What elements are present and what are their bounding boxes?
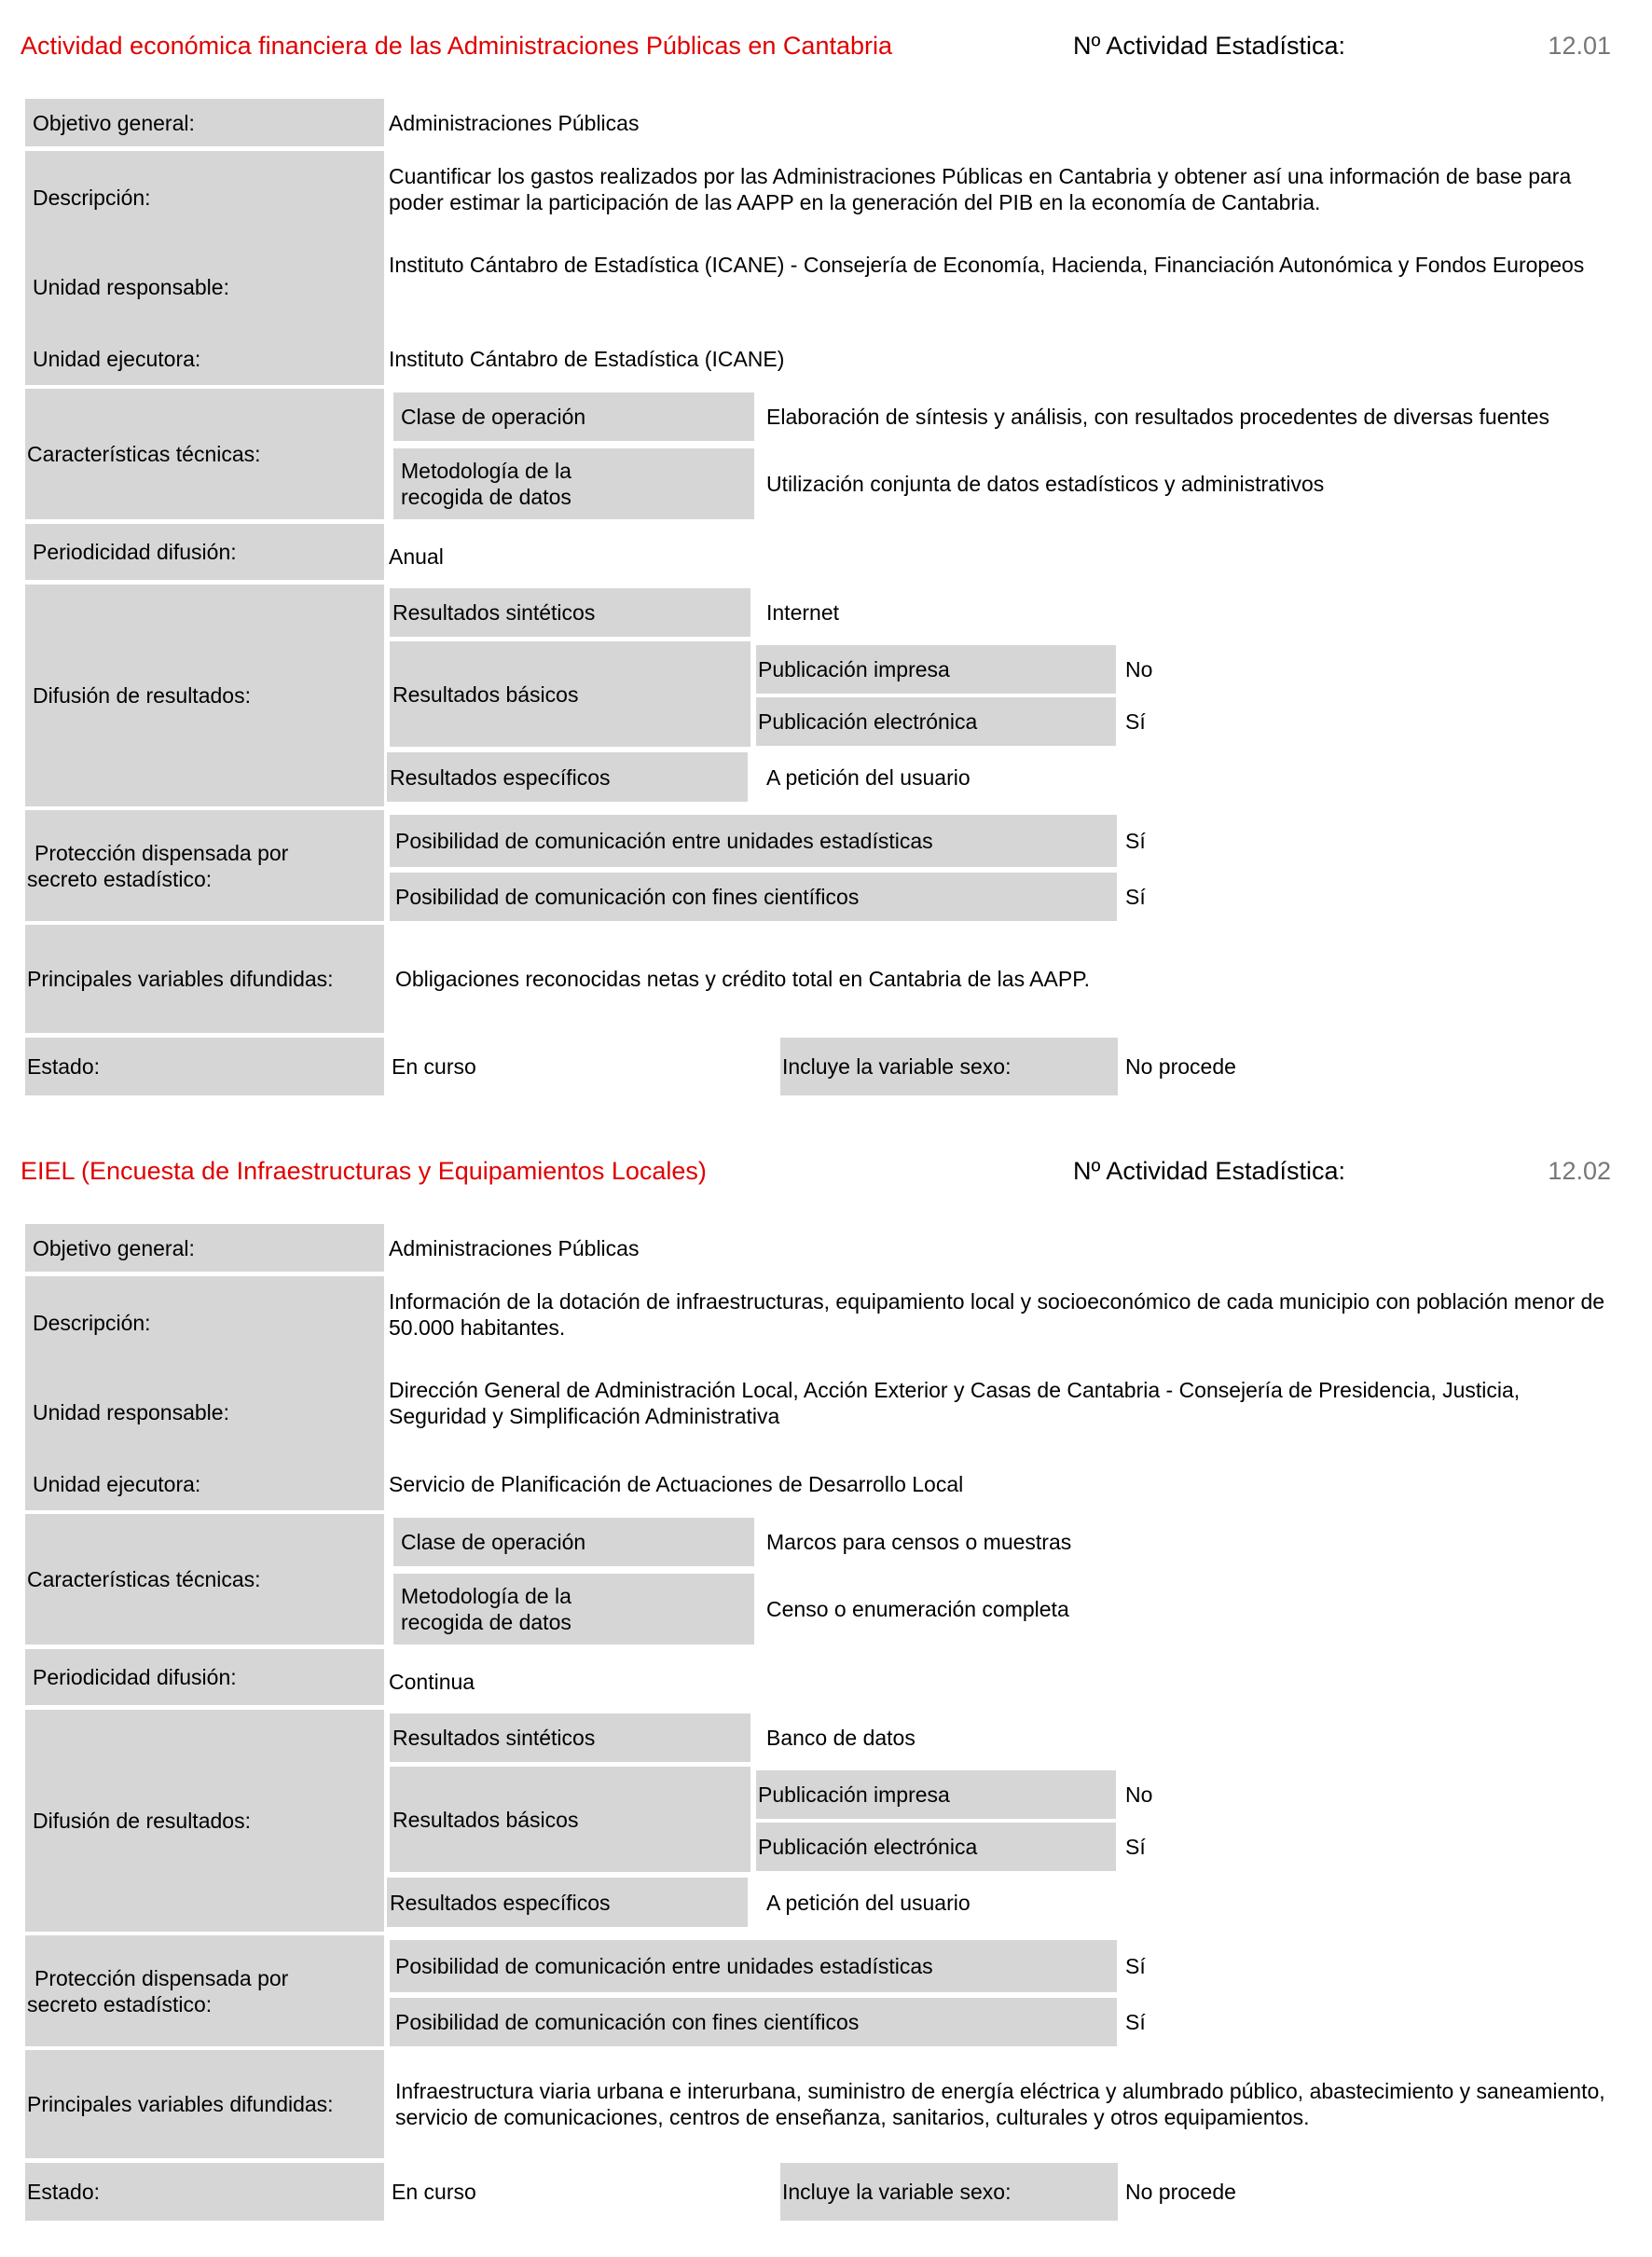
descripcion-value: Información de la dotación de infraestructuras, equipamiento local y socioeconómico de cada municipio con población menor de 50.000 habitantes.: [389, 1289, 1605, 1340]
estado-value: En curso: [392, 1054, 476, 1079]
proteccion-label: [25, 810, 384, 921]
pub-electronica-value: Sí: [1125, 709, 1146, 734]
pub-impresa-value: No: [1125, 1782, 1153, 1807]
proteccion-label-line1: Protección dispensada por: [34, 1965, 289, 1990]
periodicidad-value: Anual: [389, 544, 444, 569]
unidad-responsable-value: Instituto Cántabro de Estadística (ICANE) - Consejería de Economía, Hacienda, Financiación Autonómica y Fondos Europeos: [389, 253, 1585, 277]
clase-operacion-value: Elaboración de síntesis y análisis, con resultados procedentes de diversas fuentes: [766, 405, 1549, 429]
com-cientificos-label: Posibilidad de comunicación con fines científicos: [390, 1998, 1117, 2046]
variable-sexo-value: No procede: [1125, 2180, 1236, 2204]
com-unidades-label: Posibilidad de comunicación entre unidades estadísticas: [390, 815, 1117, 867]
descripcion-value: Cuantificar los gastos realizados por las Administraciones Públicas en Cantabria y obtener así una información de base para poder estimar la participación de las AAPP en la generación del PIB en la economía de Cantabria.: [389, 164, 1572, 214]
estado-label: Estado:: [25, 2163, 384, 2221]
pub-impresa-value: No: [1125, 657, 1153, 681]
objetivo-value: Administraciones Públicas: [389, 1235, 640, 1260]
objetivo-label: Objetivo general:: [25, 99, 384, 146]
res-sinteticos-value: Banco de datos: [766, 1726, 915, 1750]
unidad-ejecutora-value: Instituto Cántabro de Estadística (ICANE): [389, 347, 785, 371]
metodologia-label-line1: Metodología de la: [401, 459, 571, 483]
metodologia-label-line1: Metodología de la: [401, 1584, 571, 1608]
pub-impresa-label: Publicación impresa: [756, 1770, 1116, 1819]
metodologia-value: Censo o enumeración completa: [766, 1597, 1069, 1621]
metodologia-label: [393, 1574, 754, 1645]
unidad-responsable-label: Unidad responsable:: [33, 1400, 229, 1424]
proteccion-label-line1: Protección dispensada por: [34, 840, 289, 865]
res-especificos-label: Resultados específicos: [387, 1878, 748, 1927]
unidad-ejecutora-value: Servicio de Planificación de Actuaciones de Desarrollo Local: [389, 1472, 964, 1496]
res-basicos-label: Resultados básicos: [390, 641, 750, 747]
res-sinteticos-label: Resultados sintéticos: [390, 588, 750, 637]
activity-number-label: Nº Actividad Estadística:: [1073, 1157, 1345, 1185]
com-unidades-value: Sí: [1125, 1954, 1146, 1978]
metodologia-label: [393, 448, 754, 519]
unidad-ejecutora-label: Unidad ejecutora:: [25, 333, 384, 385]
periodicidad-label: Periodicidad difusión:: [25, 524, 384, 580]
activity-title: EIEL (Encuesta de Infraestructuras y Equipamientos Locales): [21, 1157, 707, 1185]
activity-number: 12.01: [1548, 32, 1611, 60]
estado-label: Estado:: [25, 1038, 384, 1095]
variables-value: Infraestructura viaria urbana e interurbana, suministro de energía eléctrica y alumbrado público, abastecimiento y saneamiento, servicio de comunicaciones, centros de enseñanza, sanitarios, culturales y otros equipamientos.: [395, 2079, 1605, 2129]
com-cientificos-value: Sí: [1125, 2010, 1146, 2034]
difusion-label: Difusión de resultados:: [25, 585, 384, 806]
unidad-responsable-value: Dirección General de Administración Local, Acción Exterior y Casas de Cantabria - Consejería de Presidencia, Justicia, Seguridad y Simplificación Administrativa: [389, 1378, 1521, 1428]
difusion-label: Difusión de resultados:: [25, 1710, 384, 1932]
metodologia-value: Utilización conjunta de datos estadísticos y administrativos: [766, 472, 1325, 496]
activity-number-label: Nº Actividad Estadística:: [1073, 32, 1345, 60]
clase-operacion-label: Clase de operación: [393, 1518, 754, 1566]
pub-electronica-value: Sí: [1125, 1835, 1146, 1859]
descripcion-label: Descripción:: [33, 1311, 151, 1335]
proteccion-label: [25, 1935, 384, 2046]
variable-sexo-label: Incluye la variable sexo:: [780, 1038, 1118, 1095]
res-especificos-value: A petición del usuario: [766, 764, 971, 790]
res-especificos-label: Resultados específicos: [387, 752, 748, 802]
pub-electronica-label: Publicación electrónica: [756, 697, 1116, 746]
res-especificos-value: A petición del usuario: [766, 1890, 971, 1915]
variables-value: Obligaciones reconocidas netas y crédito total en Cantabria de las AAPP.: [395, 967, 1090, 991]
objetivo-value: Administraciones Públicas: [389, 110, 640, 135]
com-unidades-value: Sí: [1125, 829, 1146, 853]
periodicidad-label: Periodicidad difusión:: [25, 1649, 384, 1705]
pub-electronica-label: Publicación electrónica: [756, 1823, 1116, 1871]
proteccion-label-line2: secreto estadístico:: [27, 866, 213, 891]
variables-label: Principales variables difundidas:: [25, 2050, 384, 2158]
variable-sexo-value: No procede: [1125, 1054, 1236, 1079]
estado-value: En curso: [392, 2180, 476, 2204]
metodologia-label-line2: recogida de datos: [401, 485, 571, 509]
clase-operacion-label: Clase de operación: [393, 392, 754, 441]
periodicidad-value: Continua: [389, 1670, 475, 1694]
caracteristicas-label: Características técnicas:: [25, 389, 384, 519]
unidad-ejecutora-label: Unidad ejecutora:: [25, 1458, 384, 1510]
proteccion-label-line2: secreto estadístico:: [27, 1991, 213, 2016]
unidad-responsable-label: Unidad responsable:: [33, 275, 229, 299]
objetivo-label: Objetivo general:: [25, 1224, 384, 1272]
activity-number: 12.02: [1548, 1157, 1611, 1185]
com-cientificos-label: Posibilidad de comunicación con fines científicos: [390, 873, 1117, 921]
com-cientificos-value: Sí: [1125, 885, 1146, 909]
res-basicos-label: Resultados básicos: [390, 1767, 750, 1872]
res-sinteticos-label: Resultados sintéticos: [390, 1713, 750, 1762]
res-sinteticos-value: Internet: [766, 600, 839, 625]
com-unidades-label: Posibilidad de comunicación entre unidades estadísticas: [390, 1940, 1117, 1992]
activity-title: Actividad económica financiera de las Administraciones Públicas en Cantabria: [21, 32, 893, 60]
caracteristicas-label: Características técnicas:: [25, 1514, 384, 1645]
variable-sexo-label: Incluye la variable sexo:: [780, 2163, 1118, 2221]
variables-label: Principales variables difundidas:: [25, 925, 384, 1033]
pub-impresa-label: Publicación impresa: [756, 645, 1116, 694]
clase-operacion-value: Marcos para censos o muestras: [766, 1530, 1072, 1554]
metodologia-label-line2: recogida de datos: [401, 1610, 571, 1634]
descripcion-label: Descripción:: [33, 186, 151, 210]
